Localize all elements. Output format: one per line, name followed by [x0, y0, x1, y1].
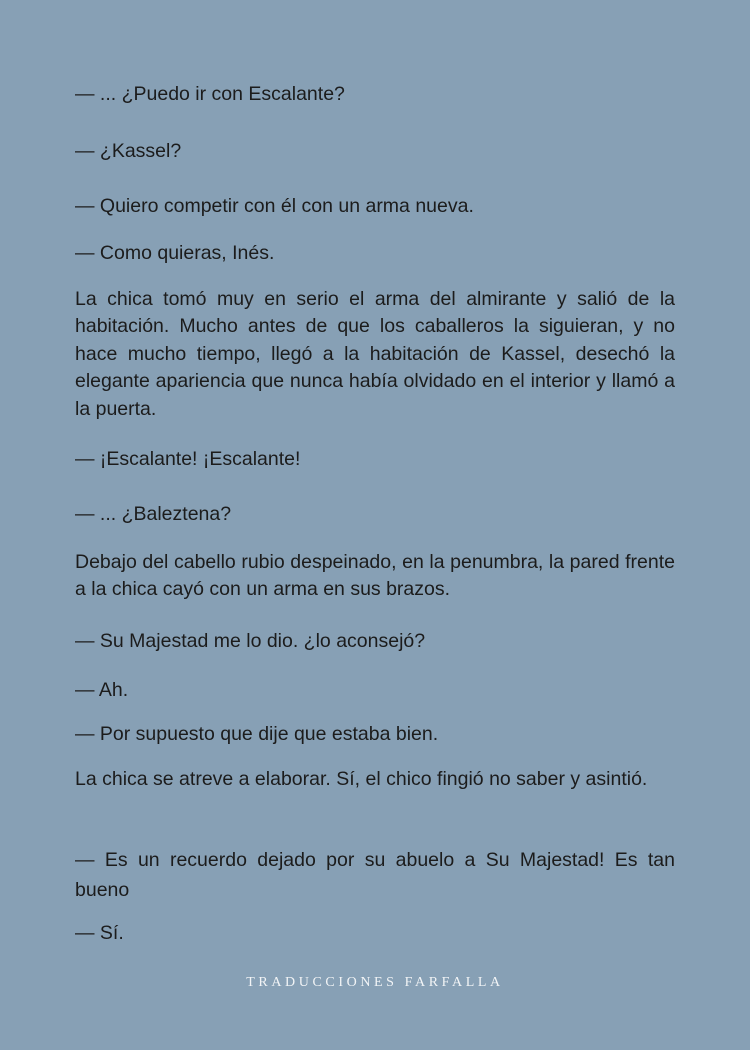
dialogue-line: — ¿Kassel?	[75, 140, 182, 162]
footer-credit: TRADUCCIONES FARFALLA	[246, 975, 504, 990]
dialogue-line: — Su Majestad me lo dio. ¿lo aconsejó?	[75, 630, 426, 652]
dialogue-line: — ... ¿Baleztena?	[75, 503, 232, 525]
dialogue-line: — Sí.	[75, 922, 124, 944]
narrative-paragraph: La chica se atreve a elaborar. Sí, el chico fingió no saber y asintió.	[75, 768, 648, 790]
narrative-paragraph: La chica tomó muy en serio el arma del almirante y salió de la habitación. Mucho antes de que los caballeros la siguieran, y no hace mucho tiempo, llegó a la habitación de Kassel, desechó la elegante apariencia que nunca había olvidado en el interior y llamó a la puerta.	[75, 288, 675, 420]
narrative-paragraph: Debajo del cabello rubio despeinado, en la penumbra, la pared frente a la chica cayó con un arma en sus brazos.	[75, 551, 675, 601]
dialogue-line: — Es un recuerdo dejado por su abuelo a Su Majestad! Es tan bueno	[75, 849, 675, 901]
dialogue-line: — ... ¿Puedo ir con Escalante?	[75, 83, 345, 105]
dialogue-line: — Como quieras, Inés.	[75, 242, 275, 264]
dialogue-line: — Quiero competir con él con un arma nueva.	[75, 195, 474, 217]
dialogue-line: — Por supuesto que dije que estaba bien.	[75, 723, 439, 745]
dialogue-line: — ¡Escalante! ¡Escalante!	[75, 448, 301, 470]
dialogue-line: — Ah.	[75, 679, 129, 701]
